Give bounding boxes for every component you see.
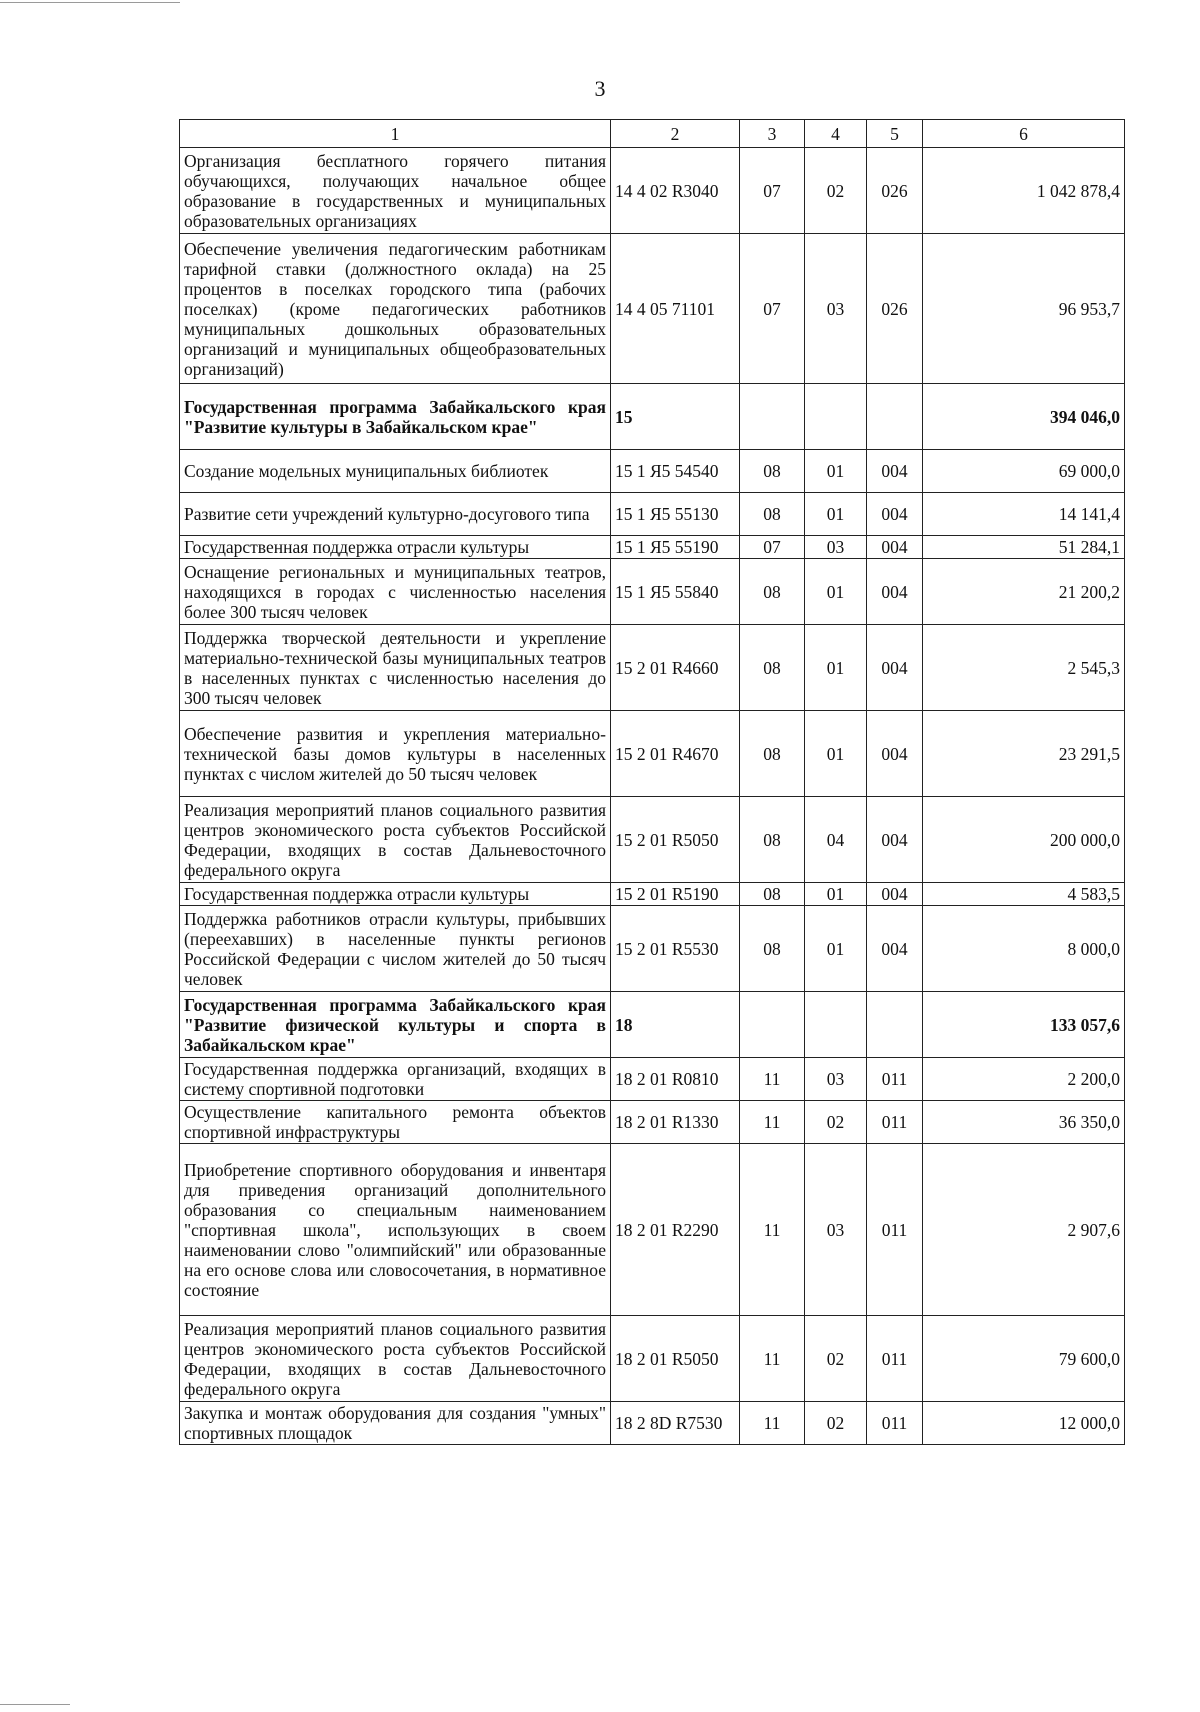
row-col-5: 004 [867,625,923,711]
row-col-5: 004 [867,883,923,906]
row-col-4: 01 [805,559,867,625]
row-code: 15 2 01 R5530 [611,906,740,992]
row-col-3: 08 [740,883,805,906]
row-code: 18 2 01 R1330 [611,1101,740,1144]
row-code: 14 4 05 71101 [611,234,740,384]
row-col-5: 011 [867,1058,923,1101]
row-amount: 96 953,7 [923,234,1125,384]
row-col-5: 004 [867,536,923,559]
page-number: 3 [594,76,606,101]
row-amount: 4 583,5 [923,883,1125,906]
row-col-5: 011 [867,1144,923,1316]
row-code: 14 4 02 R3040 [611,148,740,234]
row-amount: 1 042 878,4 [923,148,1125,234]
table-row [180,711,1125,797]
row-amount: 14 141,4 [923,493,1125,536]
row-code: 15 2 01 R5050 [611,797,740,883]
row-code: 15 1 Я5 55840 [611,559,740,625]
row-col-3: 08 [740,711,805,797]
row-col-4: 04 [805,797,867,883]
table-row [180,1101,1125,1144]
header-col-2: 2 [611,120,740,148]
row-name: Создание модельных муниципальных библиотек [180,450,611,493]
row-col-4: 02 [805,1402,867,1445]
row-name: Осуществление капитального ремонта объектов спортивной инфраструктуры [180,1101,611,1144]
table-row [180,1316,1125,1402]
row-col-3: 07 [740,148,805,234]
row-col-5: 004 [867,906,923,992]
row-col-3 [740,992,805,1058]
row-col-4: 01 [805,625,867,711]
row-amount: 2 545,3 [923,625,1125,711]
row-name: Приобретение спортивного оборудования и инвентаря для приведения организаций дополнительного образования со специальным наименованием "спортивная школа", использующих в своем наименовании слово "олимпийский" или образованные на его основе слова или словосочетания, в нормативное состояние [180,1144,611,1316]
row-code: 18 2 01 R0810 [611,1058,740,1101]
row-amount: 2 200,0 [923,1058,1125,1101]
row-name: Реализация мероприятий планов социального развития центров экономического роста субъектов Российской Федерации, входящих в состав Дальневосточного федерального округа [180,797,611,883]
row-col-3 [740,384,805,450]
table-row [180,559,1125,625]
row-col-3: 08 [740,493,805,536]
row-amount: 23 291,5 [923,711,1125,797]
row-col-3: 11 [740,1144,805,1316]
row-name: Развитие сети учреждений культурно-досугового типа [180,493,611,536]
row-col-4: 03 [805,234,867,384]
table-row [180,493,1125,536]
row-name: Государственная программа Забайкальского края "Развитие физической культуры и спорта в Забайкальском крае" [180,992,611,1058]
row-amount: 51 284,1 [923,536,1125,559]
table-row [180,906,1125,992]
row-code: 15 2 01 R4660 [611,625,740,711]
table-row [180,450,1125,493]
row-name: Государственная программа Забайкальского края "Развитие культуры в Забайкальском крае" [180,384,611,450]
row-col-5: 026 [867,234,923,384]
row-code: 18 2 01 R2290 [611,1144,740,1316]
row-name: Закупка и монтаж оборудования для создания "умных" спортивных площадок [180,1402,611,1445]
row-amount: 36 350,0 [923,1101,1125,1144]
header-col-1: 1 [180,120,611,148]
table-row [180,234,1125,384]
row-code: 18 2 8D R7530 [611,1402,740,1445]
row-amount: 2 907,6 [923,1144,1125,1316]
header-col-3: 3 [740,120,805,148]
row-amount: 394 046,0 [923,384,1125,450]
row-code: 15 1 Я5 55130 [611,493,740,536]
table-header-row [180,120,1125,148]
row-amount: 21 200,2 [923,559,1125,625]
row-col-5 [867,384,923,450]
row-code: 18 [611,992,740,1058]
row-col-4: 01 [805,711,867,797]
row-name: Реализация мероприятий планов социального развития центров экономического роста субъектов Российской Федерации, входящих в состав Дальневосточного федерального округа [180,1316,611,1402]
row-col-3: 11 [740,1402,805,1445]
row-col-5: 004 [867,559,923,625]
scan-artifact-bottom [0,1704,70,1705]
row-col-3: 08 [740,559,805,625]
row-col-5: 011 [867,1402,923,1445]
row-col-4: 03 [805,1058,867,1101]
row-code: 15 2 01 R4670 [611,711,740,797]
row-amount: 69 000,0 [923,450,1125,493]
table-row [180,625,1125,711]
table-row [180,536,1125,559]
row-name: Обеспечение увеличения педагогическим работникам тарифной ставки (должностного оклада) на 25 процентов в поселках городского типа (рабочих поселках) (кроме педагогических работников муниципальных дошкольных образовательных организаций и муниципальных общеобразовательных организаций) [180,234,611,384]
row-col-5: 004 [867,493,923,536]
table-row [180,992,1125,1058]
row-col-3: 11 [740,1316,805,1402]
row-col-3: 11 [740,1058,805,1101]
row-name: Государственная поддержка отрасли культуры [180,536,611,559]
row-col-4: 02 [805,1101,867,1144]
row-name: Поддержка творческой деятельности и укрепление материально-технической базы муниципальных театров в населенных пунктах с численностью населения до 300 тысяч человек [180,625,611,711]
row-col-4: 03 [805,1144,867,1316]
table-row [180,148,1125,234]
row-amount: 79 600,0 [923,1316,1125,1402]
row-col-3: 08 [740,625,805,711]
table-row [180,883,1125,906]
row-col-4: 01 [805,883,867,906]
row-col-3: 08 [740,906,805,992]
row-col-3: 08 [740,797,805,883]
table-row [180,797,1125,883]
table-row [180,384,1125,450]
row-col-5: 011 [867,1316,923,1402]
row-amount: 8 000,0 [923,906,1125,992]
row-col-4: 01 [805,450,867,493]
row-col-4: 01 [805,906,867,992]
row-col-5: 026 [867,148,923,234]
row-code: 15 2 01 R5190 [611,883,740,906]
row-col-5: 004 [867,450,923,493]
row-col-5: 004 [867,797,923,883]
row-name: Государственная поддержка отрасли культуры [180,883,611,906]
row-col-4: 01 [805,493,867,536]
row-code: 15 1 Я5 54540 [611,450,740,493]
scan-artifact-top [0,2,180,3]
row-amount: 133 057,6 [923,992,1125,1058]
row-name: Оснащение региональных и муниципальных театров, находящихся в городах с численностью населения более 300 тысяч человек [180,559,611,625]
row-code: 15 [611,384,740,450]
row-col-3: 07 [740,234,805,384]
row-col-3: 08 [740,450,805,493]
row-name: Обеспечение развития и укрепления материально-технической базы домов культуры в населенных пунктах с числом жителей до 50 тысяч человек [180,711,611,797]
row-col-4: 02 [805,148,867,234]
header-col-4: 4 [805,120,867,148]
row-name: Поддержка работников отрасли культуры, прибывших (переехавших) в населенные пункты регионов Российской Федерации с числом жителей до 50 тысяч человек [180,906,611,992]
row-col-3: 11 [740,1101,805,1144]
row-col-4: 02 [805,1316,867,1402]
row-col-5: 011 [867,1101,923,1144]
table-row [180,1058,1125,1101]
row-col-4: 03 [805,536,867,559]
row-col-4 [805,992,867,1058]
row-name: Государственная поддержка организаций, входящих в систему спортивной подготовки [180,1058,611,1101]
row-col-3: 07 [740,536,805,559]
row-code: 15 1 Я5 55190 [611,536,740,559]
row-amount: 12 000,0 [923,1402,1125,1445]
header-col-6: 6 [923,120,1125,148]
table-body [180,148,1125,1445]
row-code: 18 2 01 R5050 [611,1316,740,1402]
table-row [180,1144,1125,1316]
row-col-5 [867,992,923,1058]
budget-table [179,119,1125,1445]
row-col-4 [805,384,867,450]
row-col-5: 004 [867,711,923,797]
row-amount: 200 000,0 [923,797,1125,883]
table-row [180,1402,1125,1445]
row-name: Организация бесплатного горячего питания обучающихся, получающих начальное общее образование в государственных и муниципальных образовательных организациях [180,148,611,234]
header-col-5: 5 [867,120,923,148]
